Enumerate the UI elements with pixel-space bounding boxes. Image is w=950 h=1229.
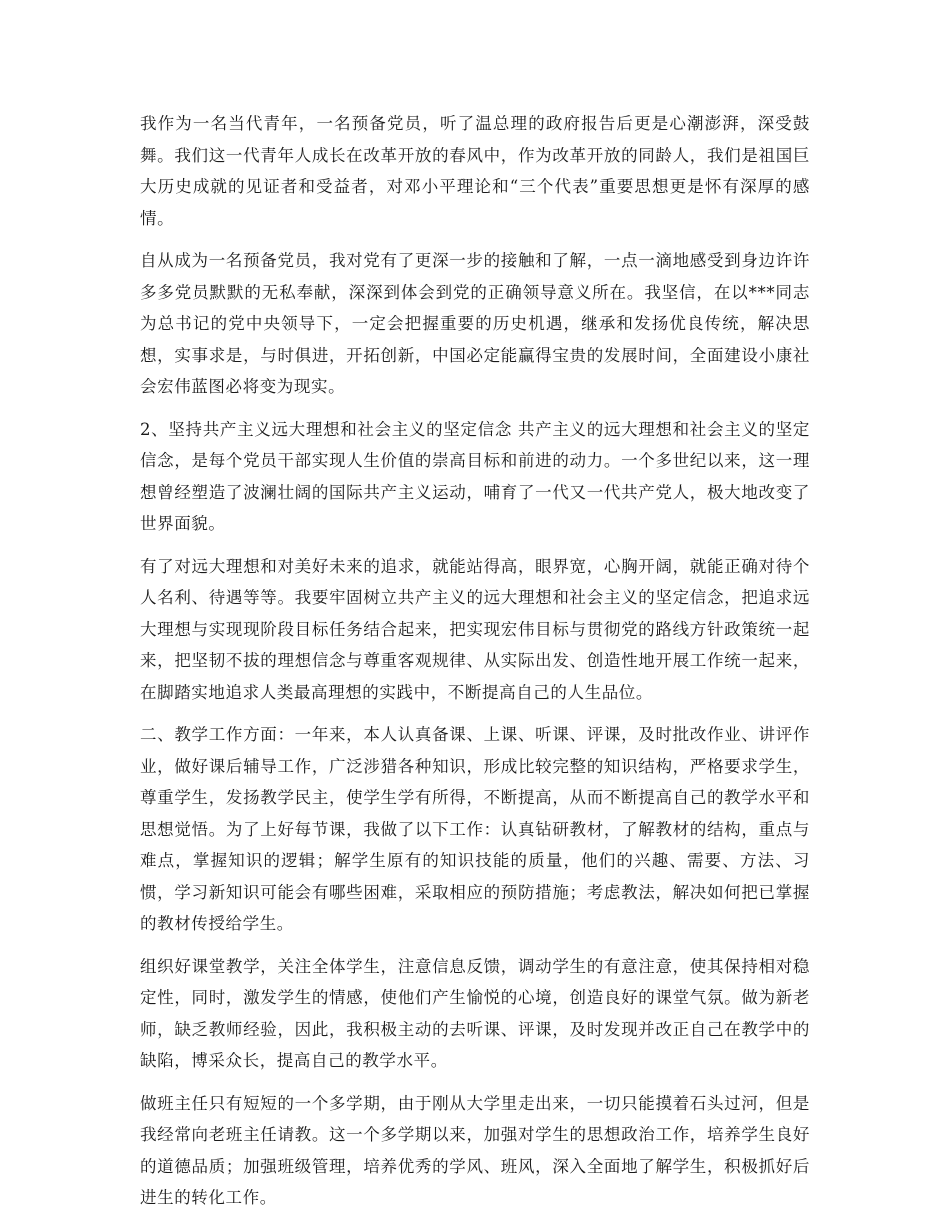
paragraph-4: 有了对远大理想和对美好未来的追求，就能站得高，眼界宽，心胸开阔，就能正确对待个人名利、待遇等等。我要牢固树立共产主义的远大理想和社会主义的坚定信念，把追求远大理想与实现现阶段目标任务结合起来，把实现宏伟目标与贯彻党的路线方针政策统一起来，把坚韧不拔的理想信念与尊重客观规律、从实际出发、创造性地开展工作统一起来，在脚踏实地追求人类最高理想的实践中，不断提高自己的人生品位。 (140, 556, 810, 702)
paragraph-3: 2、坚持共产主义远大理想和社会主义的坚定信念 共产主义的远大理想和社会主义的坚定信念，是每个党员干部实现人生价值的崇高目标和前进的动力。一个多世纪以来，这一理想曾经塑造了波澜壮阔的国际共产主义运动，哺育了一代又一代共产党人，极大地改变了世界面貌。 (140, 419, 810, 533)
paragraph-6: 组织好课堂教学，关注全体学生，注意信息反馈，调动学生的有意注意，使其保持相对稳定性，同时，激发学生的情感，使他们产生愉悦的心境，创造良好的课堂气氛。做为新老师，缺乏教师经验，因此，我积极主动的去听课、评课，及时发现并改正自己在教学中的缺陷，博采众长，提高自己的教学水平。 (140, 956, 810, 1070)
paragraph-1: 我作为一名当代青年，一名预备党员，听了温总理的政府报告后更是心潮澎湃，深受鼓舞。我们这一代青年人成长在改革开放的春风中，作为改革开放的同龄人，我们是祖国巨大历史成就的见证者和受益者，对邓小平理论和“三个代表”重要思想更是怀有深厚的感情。 (140, 114, 810, 228)
paragraph-7: 做班主任只有短短的一个多学期，由于刚从大学里走出来，一切只能摸着石头过河，但是我经常向老班主任请教。这一个多学期以来，加强对学生的思想政治工作，培养学生良好的道德品质；加强班级管理，培养优秀的学风、班风，深入全面地了解学生，积极抓好后进生的转化工作。 (140, 1093, 810, 1207)
paragraph-5: 二、教学工作方面：一年来，本人认真备课、上课、听课、评课，及时批改作业、讲评作业，做好课后辅导工作，广泛涉猎各种知识，形成比较完整的知识结构，严格要求学生，尊重学生，发扬教学民主，使学生学有所得，不断提高，从而不断提高自己的教学水平和思想觉悟。为了上好每节课，我做了以下工作：认真钻研教材，了解教材的结构，重点与难点，掌握知识的逻辑；解学生原有的知识技能的质量，他们的兴趣、需要、方法、习惯，学习新知识可能会有哪些困难，采取相应的预防措施；考虑教法，解决如何把已掌握的教材传授给学生。 (140, 725, 810, 933)
document-body (140, 108, 810, 1225)
paragraph-2: 自从成为一名预备党员，我对党有了更深一步的接触和了解，一点一滴地感受到身边许许多多党员默默的无私奉献，深深到体会到党的正确领导意义所在。我坚信，在以***同志为总书记的党中央领导下，一定会把握重要的历史机遇，继承和发扬优良传统，解决思想，实事求是，与时俱进，开拓创新，中国必定能赢得宝贵的发展时间，全面建设小康社会宏伟蓝图必将变为现实。 (140, 251, 810, 396)
